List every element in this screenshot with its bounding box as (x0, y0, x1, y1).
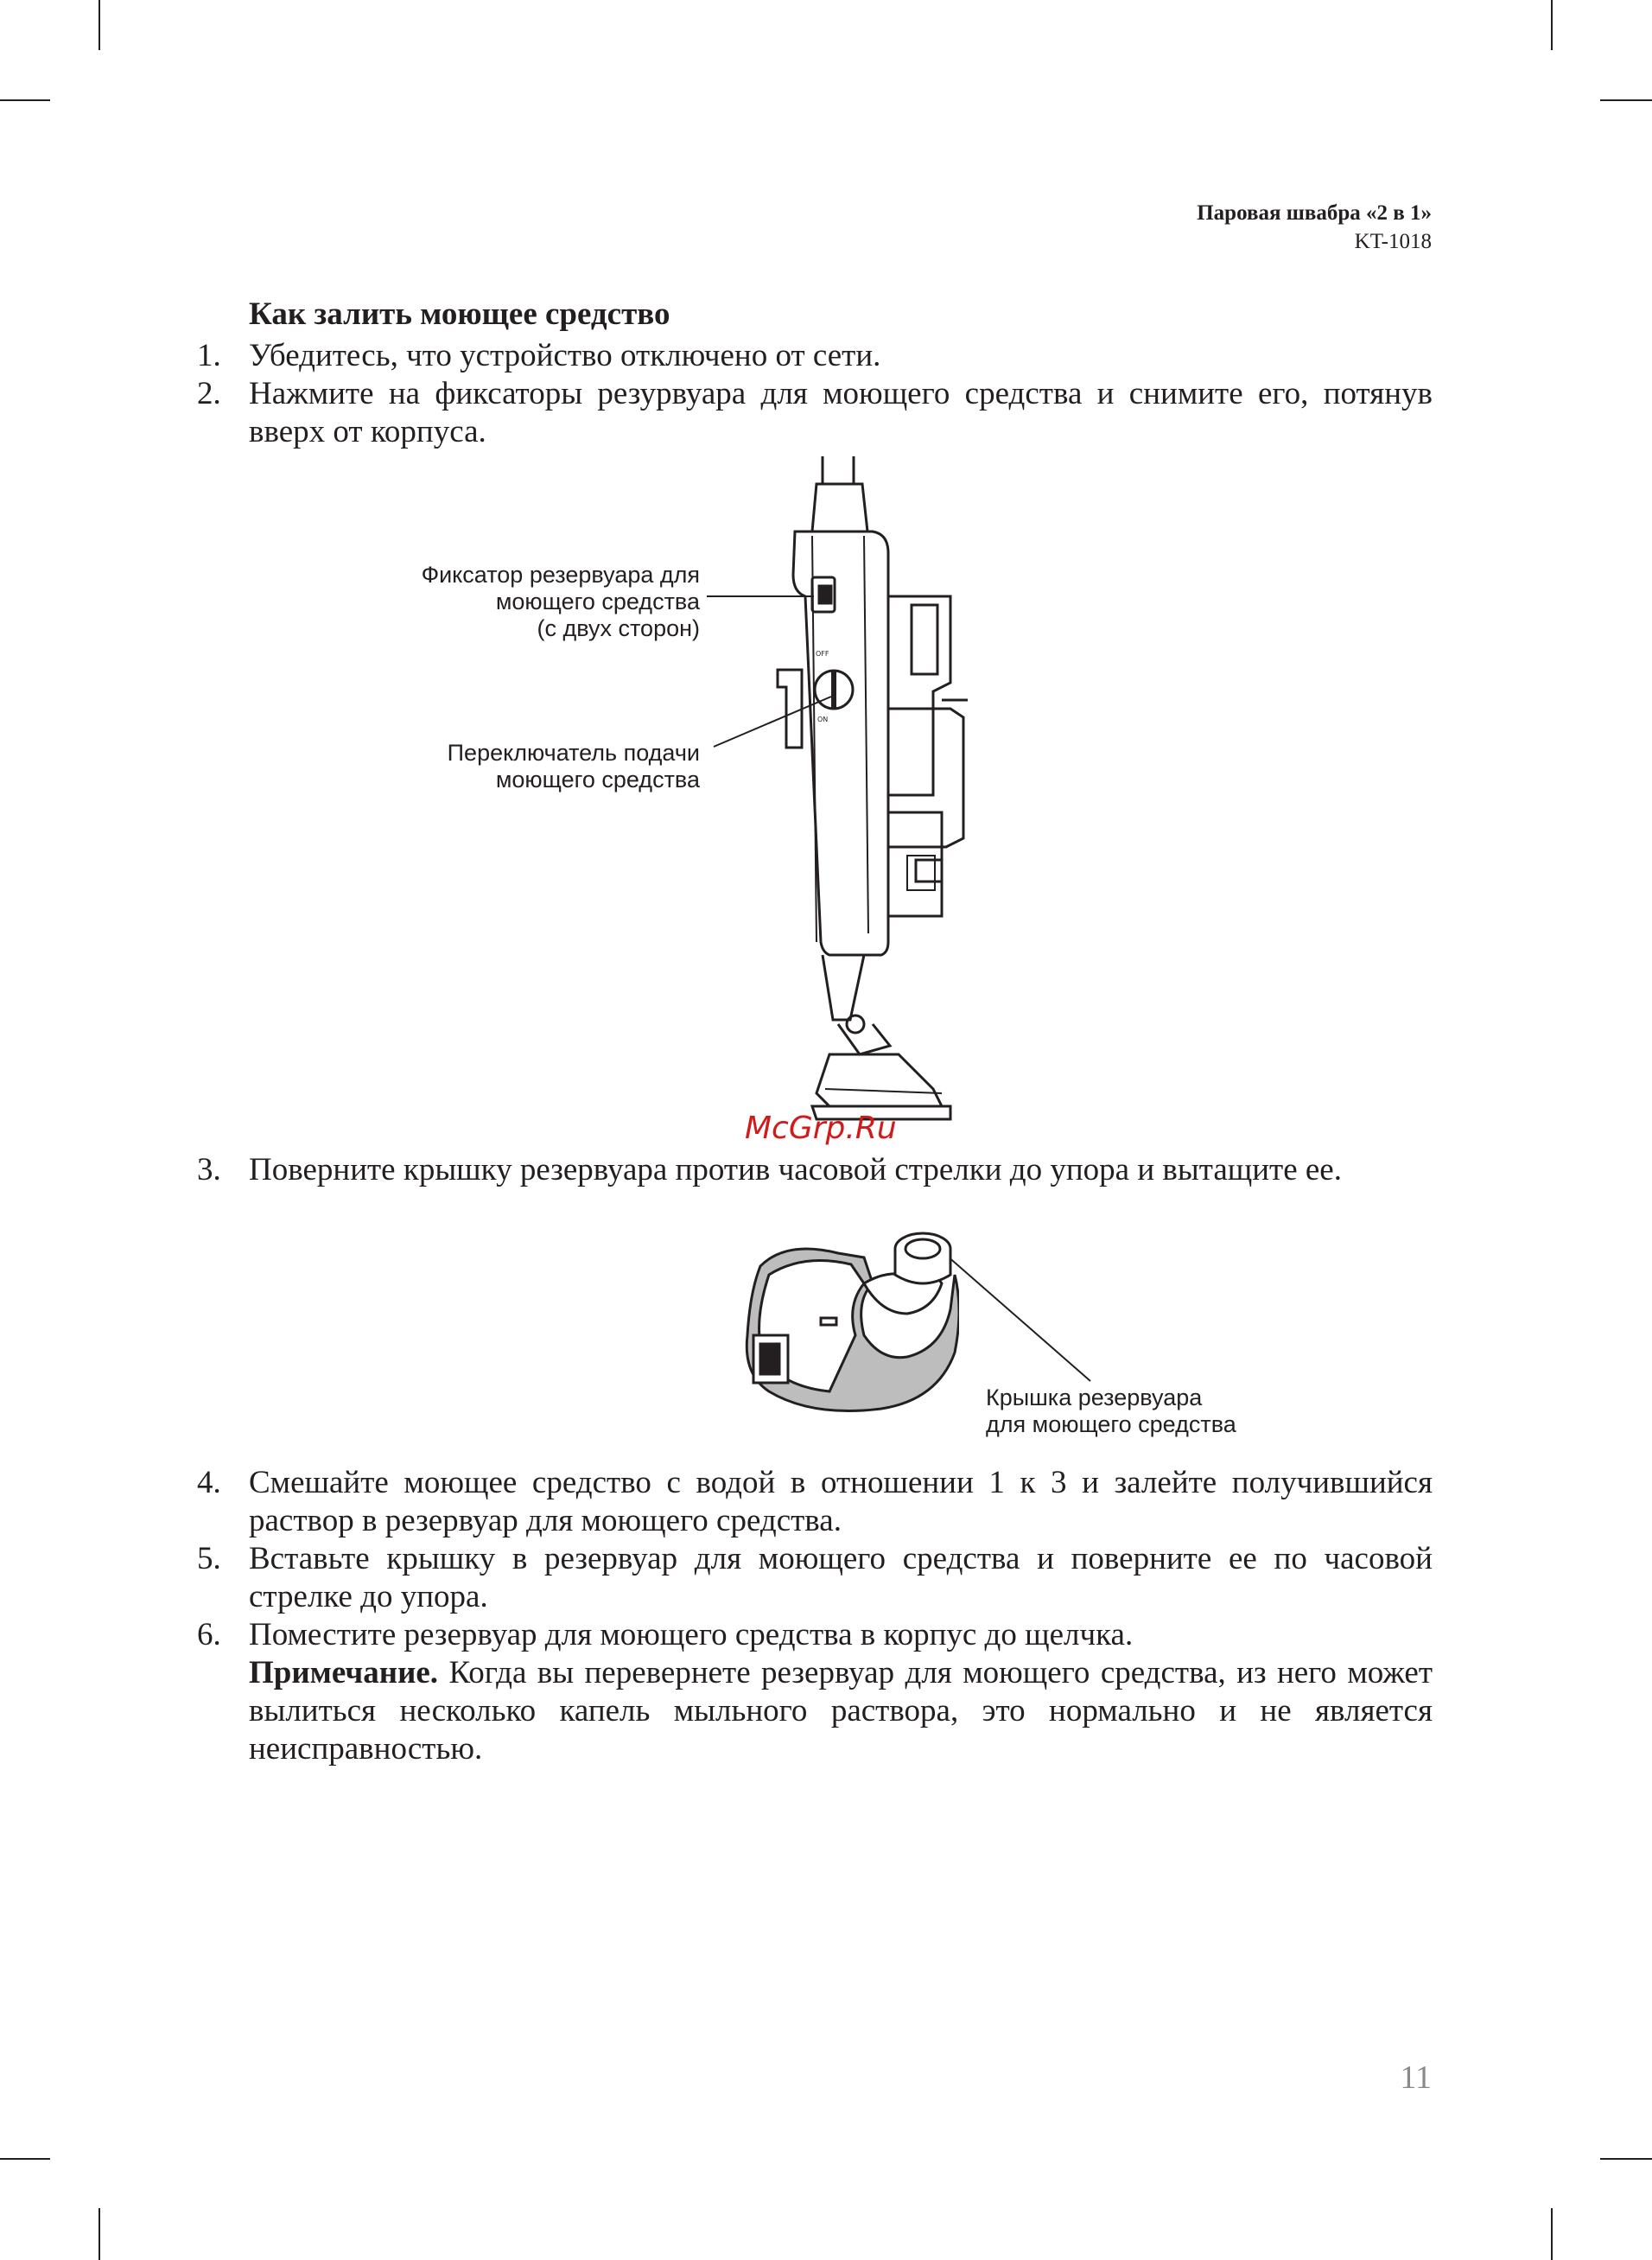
header-model: KT-1018 (1354, 230, 1432, 253)
callout-switch-line: Переключатель подачи (447, 740, 700, 766)
callout-latch-line: (с двух сторон) (537, 615, 700, 641)
step-text: Убедитесь, что устройство отключено от сети. (249, 338, 881, 373)
switch-on-label: ON (817, 716, 829, 723)
callout-latch-line: Фиксатор резервуара для (421, 562, 700, 588)
step-number: 2. (197, 376, 221, 411)
step-number: 3. (197, 1152, 221, 1187)
list-item-step-4 (197, 1464, 1433, 1540)
list-item-step-3 (197, 1151, 1433, 1189)
note-label: Примечание. (249, 1655, 439, 1690)
step-text: Поверните крышку резервуара против часовой стрелки до упора и вытащите ее. (249, 1152, 1342, 1187)
step-text: Нажмите на фиксаторы резурвуара для моющего средства и снимите его, потянув вверх от корпуса. (249, 376, 1433, 449)
watermark: McGrp.Ru (745, 1111, 897, 1146)
note-paragraph (249, 1654, 1433, 1768)
callout-cap-line: Крышка резервуара (986, 1385, 1203, 1410)
section-title: Как залить моющее средство (249, 296, 670, 332)
step-number: 4. (197, 1465, 221, 1500)
note-text: Когда вы перевернете резервуар для моющего средства, из него может вылиться несколько капель мыльного раствора, это нормально и не является неисправностью. (249, 1655, 1433, 1767)
callout-switch-line: моющего средства (495, 767, 700, 793)
step-text: Смешайте моющее средство с водой в отношении 1 к 3 и залейте получившийся раствор в резервуар для моющего средства. (249, 1465, 1433, 1538)
callout-cap (986, 1385, 1236, 1438)
list-item-step-6 (197, 1616, 1433, 1768)
step-text: Вставьте крышку в резервуар для моющего средства и поверните ее по часовой стрелке до упора. (249, 1541, 1433, 1614)
callout-latch (397, 562, 700, 642)
header-title: Паровая швабра «2 в 1» (1197, 201, 1432, 225)
step-number: 6. (197, 1617, 221, 1652)
callout-switch (397, 740, 700, 793)
page-number: 11 (1400, 2059, 1432, 2096)
switch-off-label: OFF (816, 650, 829, 658)
step-number: 5. (197, 1541, 221, 1576)
callout-cap-line: для моющего средства (986, 1411, 1236, 1437)
list-item-step-5 (197, 1540, 1433, 1616)
detergent-tank-illustration (734, 1206, 959, 1422)
step-number: 1. (197, 338, 221, 373)
step-text: Поместите резервуар для моющего средства в корпус до щелчка. (249, 1617, 1134, 1652)
callout-latch-line: моющего средства (495, 589, 700, 614)
